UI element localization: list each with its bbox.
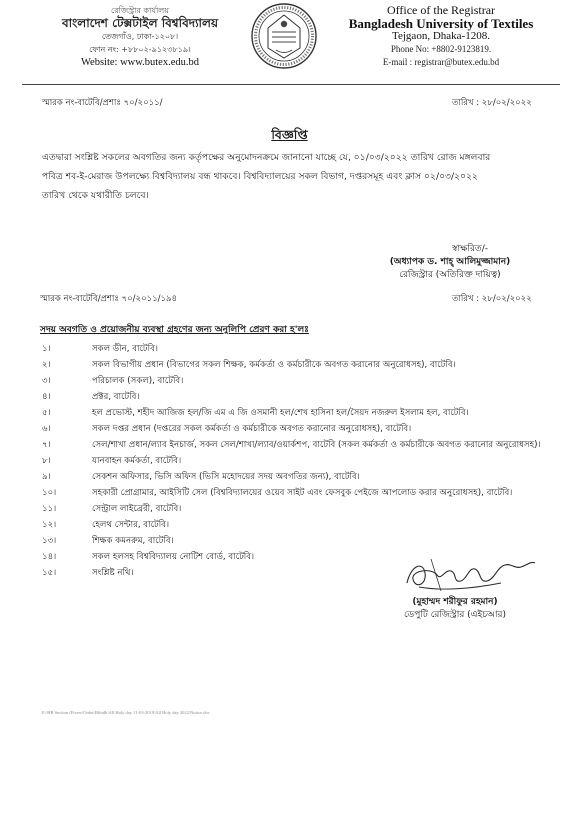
distribution-subject: সদয় অবগতি ও প্রয়োজনীয় ব্যবস্থা গ্রহণের জন্য অনুলিপি প্রেরণ করা হ'লঃ	[40, 325, 309, 335]
list-item	[42, 341, 547, 357]
letterhead-bn-office: রেজিস্ট্রার কার্যালয়	[111, 6, 169, 15]
item-text: সহকারী প্রোগ্রামার, আইসিটি সেল (বিশ্ববিদ্যালয়ের ওয়েব সাইট এবং ফেসবুক পেইজে আপলোড করার অনুরোধসহ), বাটেবি।	[92, 488, 513, 498]
list-item	[42, 405, 547, 421]
letterhead-bn-university: বাংলাদেশ টেক্সটাইল বিশ্ববিদ্যালয়	[61, 16, 219, 30]
list-item	[42, 389, 547, 405]
list-item	[42, 485, 547, 501]
footer-file-path: E:\HR Section (Fixew\Order\Bibidh\All Holy day 11-03-2019\All Holy day 2022\Notice.doc	[42, 710, 210, 715]
item-number: ১৪।	[42, 552, 57, 562]
letterhead-bn-phone: ফোন নং: +৮৮০২-৯১২৩৮১৯।	[89, 45, 191, 54]
memo-number-top: স্মারক নং-বাটেবি/প্রশাঃ ৭০/২০১১/	[42, 98, 163, 108]
notice-body-line: এতদ্বারা সংশ্লিষ্ট সকলের অবগতির জন্য কর্তৃপক্ষের অনুমোদনক্রমে জানানো যাচ্ছে যে, ০১/০৩/২০২২ তারিখ রোজ মঙ্গলবার	[42, 152, 491, 163]
notice-body-line: তারিখ থেকে যথারীতি চলবে।	[42, 190, 149, 201]
letterhead-divider	[22, 84, 560, 85]
signatory-registrar	[360, 243, 540, 282]
item-text: সেল/শাখা প্রধান/ল্যাব ইনচার্জ, সকল সেল/শাখা/ল্যাব/ওয়ার্কশপ, বাটেবি (সকল কর্মকর্তা ও কর্মচারীকে অবগত করানোর অনুরোধসহ)।	[92, 440, 541, 450]
item-number: ৬।	[42, 424, 51, 434]
list-item	[42, 501, 547, 517]
item-number: ১।	[42, 344, 51, 354]
registrar-name: (অধ্যাপক ড. শাহ্ আলিমুজ্জামান)	[389, 257, 511, 267]
list-item	[42, 437, 547, 453]
memo-number-bottom: স্মারক নং-বাটেবি/প্রশাঃ ৭০/২০১১/১৯৪	[40, 294, 178, 304]
item-text: সংশ্লিষ্ট নথি।	[92, 568, 134, 578]
item-text: সকল ডীন, বাটেবি।	[92, 344, 158, 354]
item-text: পরিচালক (সকল), বাটেবি।	[92, 376, 184, 386]
item-text: হল প্রভোস্ট, শহীদ আজিজ হল/জি এম এ জি ওসমানী হল/শেখ হাসিনা হল/সৈয়দ নজরুল ইসলাম হল, বাটেবি।	[92, 408, 469, 418]
item-text: সেন্ট্রাল লাইব্রেরী, বাটেবি।	[92, 504, 182, 514]
item-text: সেকশন অফিসার, ভিসি অফিস (ভিসি মহোদয়ের সদয় অবগতির জন্য), বাটেবি।	[92, 472, 360, 482]
signed-label: স্বাক্ষরিত/-	[452, 244, 488, 254]
registrar-designation: রেজিস্ট্রার (অতিরিক্ত দায়িত্ব)	[399, 270, 501, 280]
date-bottom: তারিখ : ২৮/০২/২০২২	[452, 294, 532, 304]
letterhead-english	[326, 4, 556, 69]
item-number: ৩।	[42, 376, 51, 386]
letterhead-address: Tejgaon, Dhaka-1208.	[392, 30, 490, 42]
letterhead-website: Website: www.butex.edu.bd	[80, 57, 200, 68]
notice-body-line: পবিত্র শব-ই-মেরাজ উপলক্ষ্যে বিশ্ববিদ্যালয় বন্ধ থাকবে। বিশ্ববিদ্যালয়ের সকল বিভাগ, দপ্তরসমূহ এবং ক্লাস ০২/০৩/২০২২	[42, 171, 479, 182]
list-item	[42, 517, 547, 533]
notice-body	[42, 148, 542, 205]
item-text: সকল বিভাগীয় প্রধান (বিভাগের সকল শিক্ষক, কর্মকর্তা ও কর্মচারীকে অবগত করানোর অনুরোধসহ), বাটেবি।	[92, 360, 456, 370]
list-item	[42, 533, 547, 549]
item-text: যানবাহন কর্মকর্তা, বাটেবি।	[92, 456, 182, 466]
letterhead-university: Bangladesh University of Textiles	[348, 16, 534, 31]
item-number: ১৫।	[42, 568, 57, 578]
list-item	[42, 469, 547, 485]
deputy-registrar-name: (মুহাম্মদ শরীফুর রহমান)	[412, 597, 498, 607]
item-number: ৮।	[42, 456, 51, 466]
item-number: ১০।	[42, 488, 57, 498]
item-number: ১১।	[42, 504, 57, 514]
item-number: ৭।	[42, 440, 51, 450]
signatory-deputy-registrar	[370, 596, 540, 622]
list-item	[42, 453, 547, 469]
university-logo	[250, 2, 318, 70]
list-item	[42, 373, 547, 389]
item-number: ৯।	[42, 472, 51, 482]
letterhead-email: E-mail : registrar@butex.edu.bd	[382, 57, 500, 67]
deputy-registrar-designation: ডেপুটি রেজিস্ট্রার (এইচআর)	[403, 610, 507, 620]
list-item	[42, 357, 547, 373]
date-top: তারিখ : ২৮/০২/২০২২	[452, 98, 532, 108]
item-text: শিক্ষক কমনরুম, বাটেবি।	[92, 536, 174, 546]
item-text: হেলথ সেন্টার, বাটেবি।	[92, 520, 170, 530]
letterhead-phone: Phone No: +8802-9123819.	[390, 44, 492, 54]
handwritten-signature	[401, 553, 541, 595]
item-number: ১২।	[42, 520, 57, 530]
item-number: ৪।	[42, 392, 51, 402]
letterhead-office: Office of the Registrar	[386, 3, 496, 17]
item-number: ৫।	[42, 408, 51, 418]
item-text: সকল হলসহ বিশ্ববিদ্যালয় নোটিশ বোর্ড, বাটেবি।	[92, 552, 255, 562]
item-number: ১৩।	[42, 536, 57, 546]
notice-title: বিজ্ঞপ্তি	[271, 127, 308, 142]
item-text: প্রক্টর, বাটেবি।	[92, 392, 140, 402]
letterhead-bn-address: তেজগাঁও, ঢাকা-১২০৮।	[101, 32, 179, 41]
item-text: সকল দপ্তর প্রধান (দপ্তরের সকল কর্মকর্তা ও কর্মচারীকে অবগত করানোর অনুরোধসহ), বাটেবি।	[92, 424, 412, 434]
item-number: ২।	[42, 360, 51, 370]
list-item	[42, 421, 547, 437]
distribution-list	[42, 341, 547, 581]
letterhead-bangla	[40, 4, 240, 69]
